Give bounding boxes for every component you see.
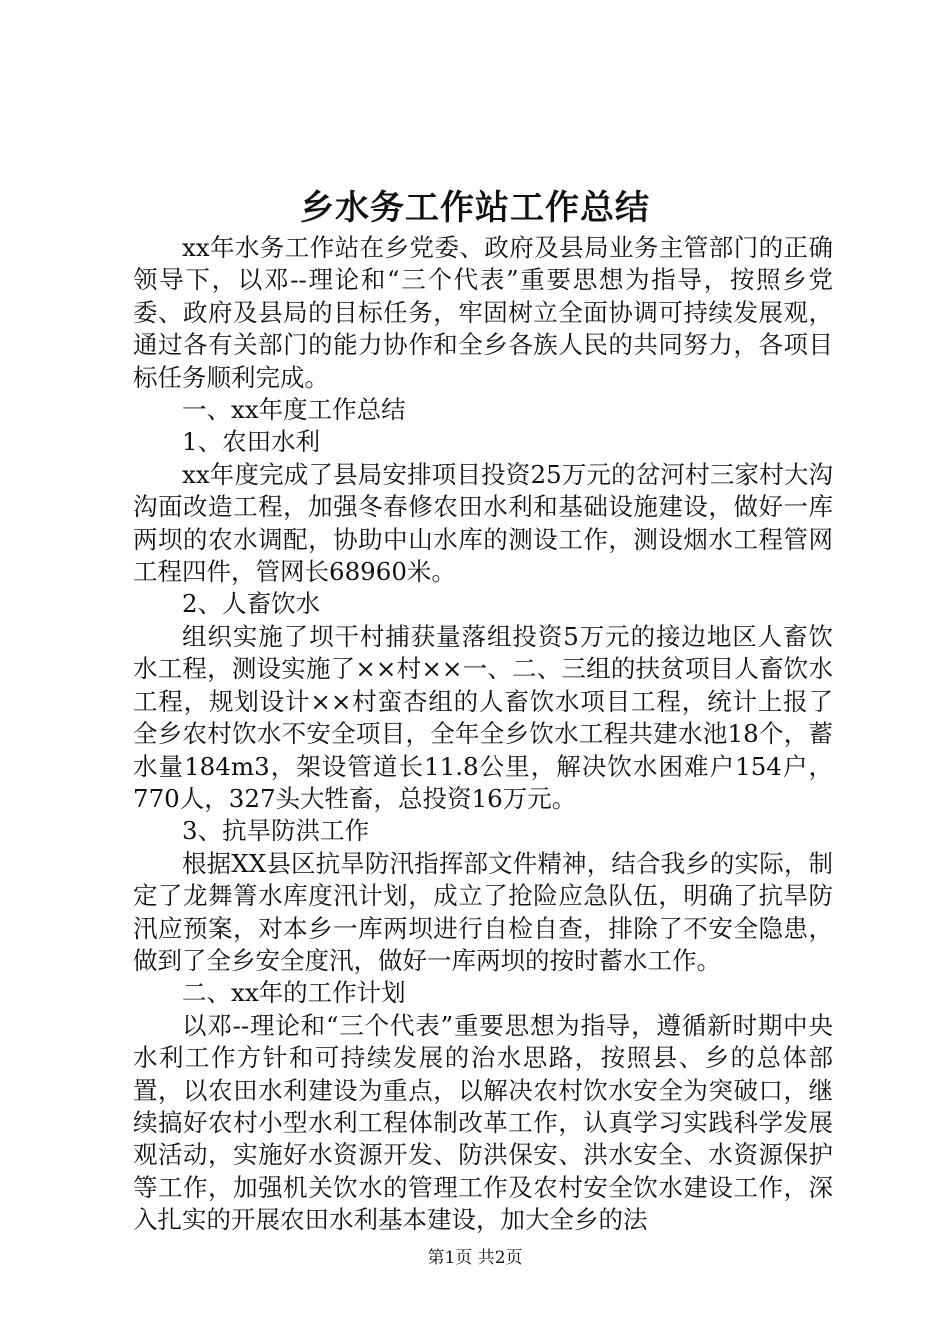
drinking-water-paragraph: 组织实施了坝干村捕获量落组投资5万元的接边地区人畜饮水工程，测设实施了××村××一、二、三组的扶贫项目人畜饮水工程，规划设计××村蛮杏组的人畜饮水项目工程，统计上报了全乡农村饮水不安全项目，全年全乡饮水工程共建水池18个，蓄水量184m3，架设管道长11.8公里，解决饮水困难户154户，770人，327头大牲畜，总投资16万元。 bbox=[133, 621, 833, 813]
section-heading-2: 二、xx年的工作计划 bbox=[182, 978, 406, 1008]
work-plan-paragraph: 以邓--理论和“三个代表”重要思想为指导，遵循新时期中央水利工作方针和可持续发展的治水思路，按照县、乡的总体部置，以农田水利建设为重点，以解决农村饮水安全为突破口，继续搞好农村小型水利工程体制改革工作，认真学习实践科学发展观活动，实施好水资源开发、防洪保安、洪水安全、水资源保护等工作，加强机关饮水的管理工作及农村安全饮水建设工作，深入扎实的开展农田水利基本建设，加大全乡的法 bbox=[133, 1010, 833, 1235]
farmland-paragraph: xx年度完成了县局安排项目投资25万元的岔河村三家村大沟沟面改造工程，加强冬春修农田水利和基础设施建设，做好一库两坝的农水调配，协助中山水库的测设工作，测设烟水工程管网工程四件，管网长68960米。 bbox=[133, 459, 833, 587]
subsection-heading-drinking-water: 2、人畜饮水 bbox=[182, 589, 321, 619]
flood-control-paragraph: 根据XX县区抗旱防汛指挥部文件精神，结合我乡的实际，制定了龙舞箐水库度汛计划，成立了抢险应急队伍，明确了抗旱防汛应预案，对本乡一库两坝进行自检自查，排除了不安全隐患，做到了全乡安全度汛，做好一库两坝的按时蓄水工作。 bbox=[133, 848, 833, 975]
subsection-heading-flood-control: 3、抗旱防洪工作 bbox=[182, 816, 370, 846]
page-number-footer: 第1页 共2页 bbox=[427, 1248, 523, 1268]
intro-paragraph: xx年水务工作站在乡党委、政府及县局业务主管部门的正确领导下，以邓--理论和“三个代表”重要思想为指导，按照乡党委、政府及县局的目标任务，牢固树立全面协调可持续发展观，通过各有关部门的能力协作和全乡各族人民的共同努力，各项目标任务顺利完成。 bbox=[133, 233, 833, 392]
document-title: 乡水务工作站工作总结 bbox=[300, 188, 650, 228]
subsection-heading-farmland: 1、农田水利 bbox=[182, 427, 321, 457]
document-body bbox=[133, 232, 833, 1237]
section-heading-1: 一、xx年度工作总结 bbox=[182, 395, 406, 425]
